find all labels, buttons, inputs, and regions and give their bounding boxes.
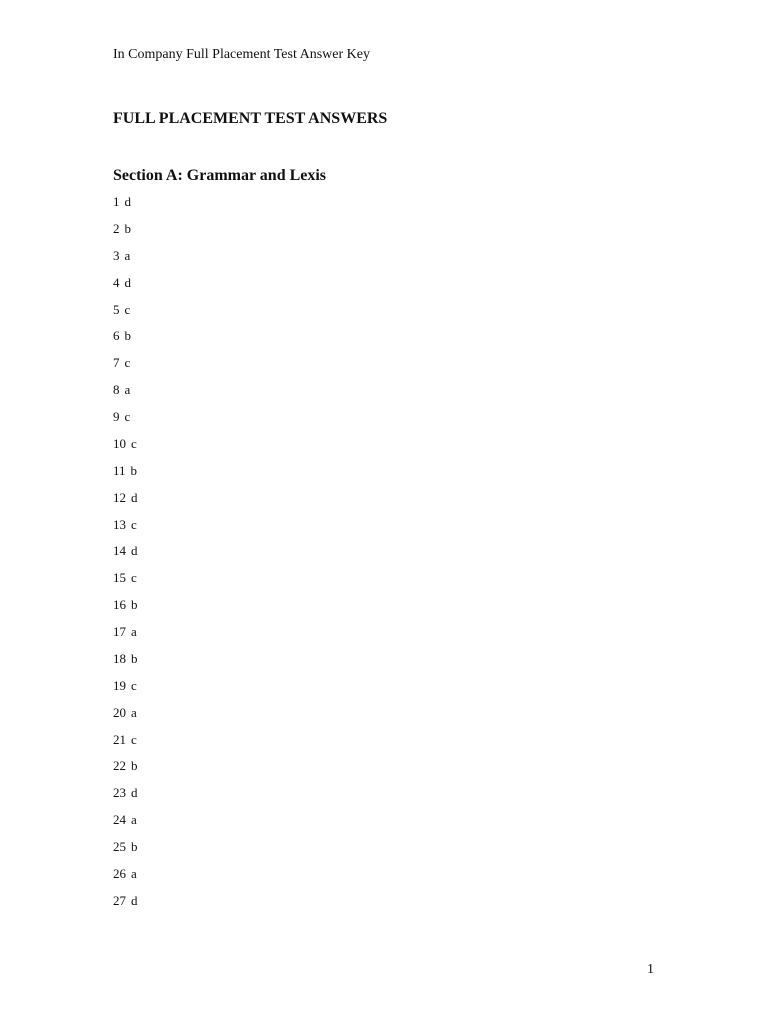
answer-item — [113, 704, 138, 731]
answer-item — [113, 462, 138, 489]
answer-item — [113, 193, 138, 220]
answer-letter: c — [131, 677, 137, 693]
answer-letter: a — [124, 382, 131, 398]
answer-letter: b — [131, 597, 138, 613]
answer-letter: a — [131, 865, 137, 881]
answer-number: 7 — [113, 355, 120, 371]
answer-number: 1 — [113, 194, 120, 209]
answer-item — [113, 489, 138, 516]
answer-number: 20 — [113, 704, 126, 720]
answer-item — [113, 677, 138, 704]
answer-number: 12 — [113, 489, 126, 505]
answer-letter: c — [131, 435, 137, 451]
answer-number: 6 — [113, 328, 120, 344]
answer-number: 27 — [113, 892, 126, 908]
answer-item — [113, 220, 138, 247]
answer-item — [113, 435, 138, 462]
answer-item — [113, 516, 138, 543]
answer-letter: d — [124, 274, 131, 290]
answer-letter: c — [124, 301, 131, 317]
answer-number: 9 — [113, 409, 120, 424]
answer-item — [113, 596, 138, 623]
answer-item — [113, 569, 138, 596]
answer-letter: c — [131, 516, 137, 532]
answer-number: 2 — [113, 220, 120, 236]
answer-letter: c — [131, 570, 137, 586]
answer-letter: a — [131, 812, 137, 828]
answer-letter: d — [131, 892, 138, 908]
answer-number: 25 — [113, 839, 126, 854]
answer-item — [113, 381, 138, 408]
answer-number: 8 — [113, 382, 120, 398]
answer-letter: a — [131, 624, 137, 639]
answer-item — [113, 811, 138, 838]
answer-number: 26 — [113, 865, 126, 881]
answer-item — [113, 274, 138, 301]
answer-number: 17 — [113, 624, 126, 639]
answer-list — [113, 193, 138, 919]
answer-number: 4 — [113, 274, 120, 290]
answer-item — [113, 623, 138, 650]
answer-letter: c — [124, 409, 131, 424]
answer-item — [113, 542, 138, 569]
answer-item — [113, 757, 138, 784]
answer-letter: c — [131, 731, 137, 747]
answer-number: 19 — [113, 677, 126, 693]
answer-number: 14 — [113, 543, 126, 559]
answer-letter: b — [131, 650, 138, 666]
answer-item — [113, 247, 138, 274]
answer-number: 10 — [113, 435, 126, 451]
answer-letter: d — [124, 194, 131, 209]
answer-item — [113, 301, 138, 328]
answer-letter: a — [131, 704, 137, 720]
answer-item — [113, 354, 138, 381]
answer-letter: b — [124, 328, 131, 344]
answer-number: 21 — [113, 731, 126, 747]
answer-item — [113, 838, 138, 865]
answer-item — [113, 731, 138, 758]
answer-letter: a — [124, 247, 131, 263]
answer-number: 13 — [113, 516, 126, 532]
page-number: 1 — [647, 962, 654, 977]
answer-number: 16 — [113, 597, 126, 613]
section-a-title: Section A: Grammar and Lexis — [113, 167, 327, 184]
answer-number: 23 — [113, 785, 126, 801]
answer-item — [113, 650, 138, 677]
answer-item — [113, 865, 138, 892]
answer-item — [113, 892, 138, 919]
document-title: FULL PLACEMENT TEST ANSWERS — [113, 110, 388, 127]
answer-number: 3 — [113, 247, 120, 263]
answer-number: 22 — [113, 758, 126, 774]
answer-letter: d — [131, 489, 138, 505]
answer-number: 5 — [113, 301, 120, 317]
answer-letter: c — [124, 355, 131, 371]
answer-item — [113, 327, 138, 354]
answer-letter: b — [124, 220, 131, 236]
answer-letter: d — [131, 543, 138, 559]
answer-number: 15 — [113, 570, 126, 586]
answer-letter: b — [130, 462, 138, 478]
answer-item — [113, 408, 138, 435]
answer-number: 11 — [113, 462, 126, 478]
answer-letter: b — [131, 839, 138, 854]
answer-number: 18 — [113, 650, 126, 666]
running-header: In Company Full Placement Test Answer Key — [113, 47, 370, 62]
answer-letter: b — [131, 758, 138, 774]
answer-letter: d — [131, 785, 138, 801]
answer-item — [113, 784, 138, 811]
answer-number: 24 — [113, 812, 126, 828]
